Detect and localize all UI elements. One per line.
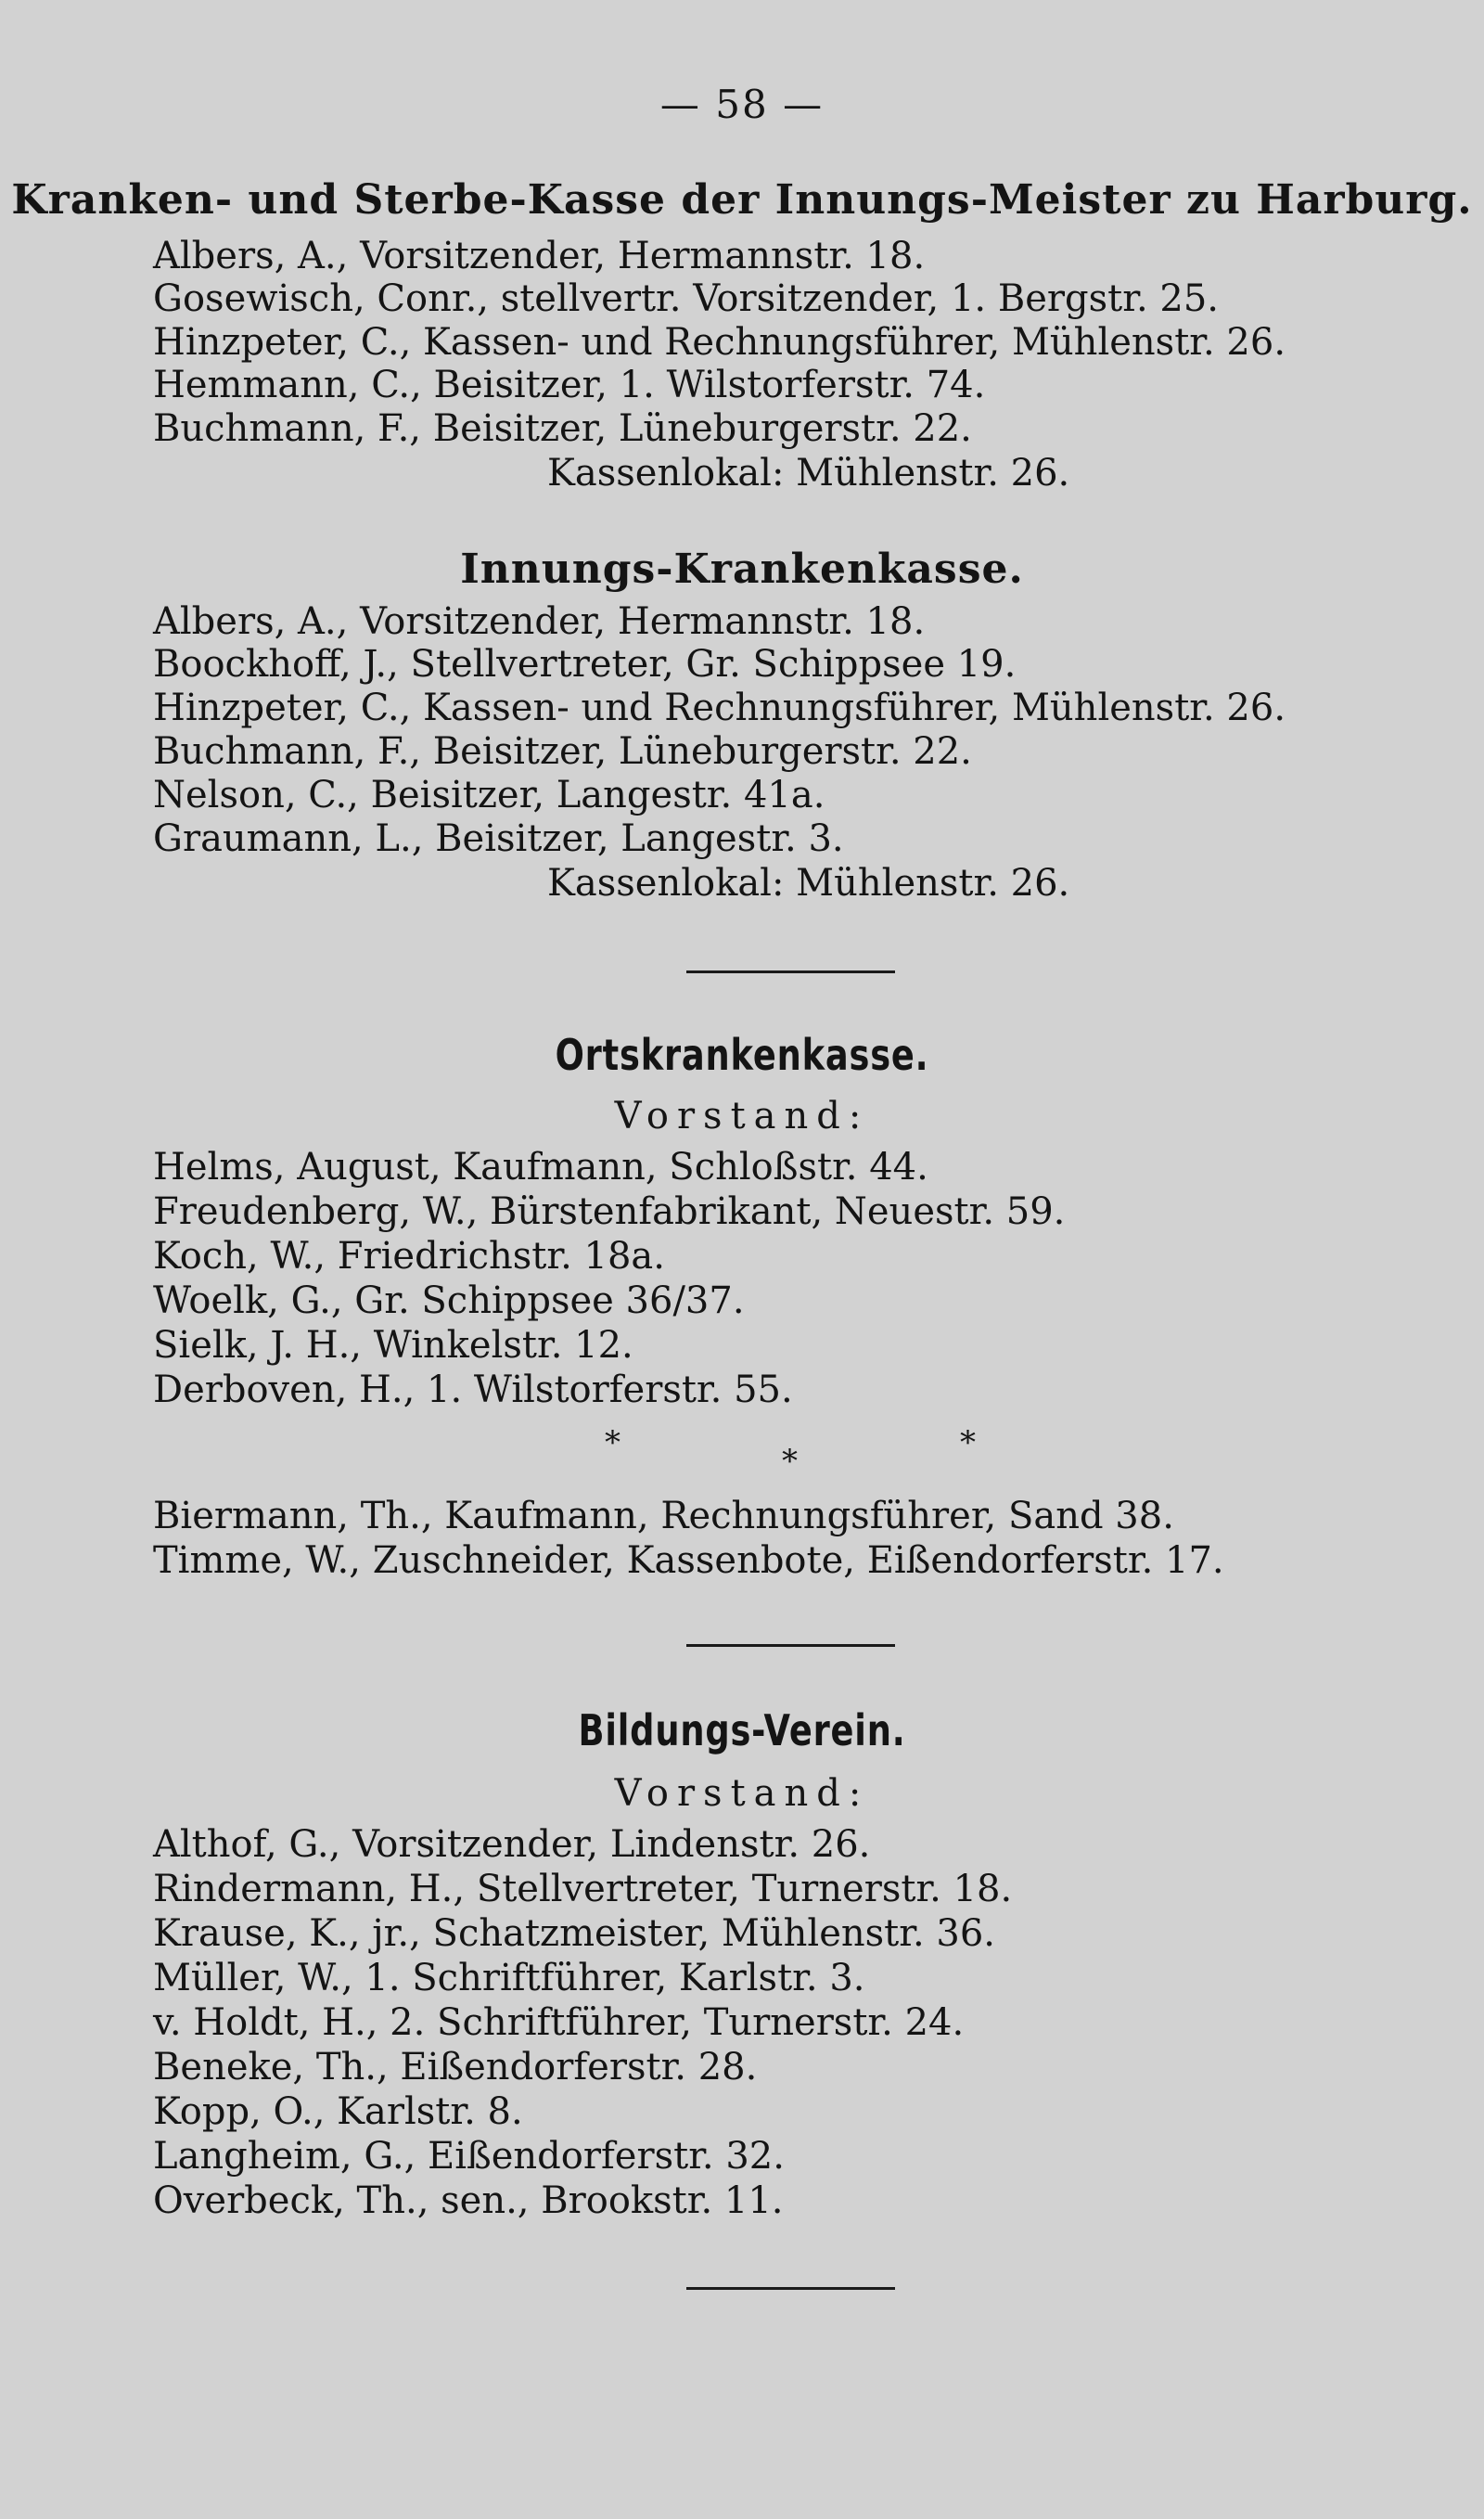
section-title-ortskrankenkasse: Ortskrankenkasse.: [555, 1030, 929, 1080]
list-item: Freudenberg, W., Bürstenfabrikant, Neuestr. 59.: [153, 1190, 1066, 1233]
list-item: Gosewisch, Conr., stellvertr. Vorsitzender, 1. Bergstr. 25.: [153, 277, 1219, 320]
list-item: Boockhoff, J., Stellvertreter, Gr. Schippsee 19.: [153, 643, 1017, 686]
list-item: Graumann, L., Beisitzer, Langestr. 3.: [153, 817, 844, 860]
list-item: Hinzpeter, C., Kassen- und Rechnungsführer, Mühlenstr. 26.: [153, 321, 1286, 364]
list-item: Helms, August, Kaufmann, Schloßstr. 44.: [153, 1146, 928, 1189]
asterisk: *: [960, 1424, 976, 1461]
list-item: Krause, K., jr., Schatzmeister, Mühlenstr. 36.: [153, 1912, 996, 1955]
list-item: Overbeck, Th., sen., Brookstr. 11.: [153, 2179, 784, 2222]
list-item: Müller, W., 1. Schriftführer, Karlstr. 3.: [153, 1957, 865, 1999]
list-item: Buchmann, F., Beisitzer, Lüneburgerstr. 22.: [153, 407, 972, 450]
section-footer-kassenlokal: Kassenlokal: Mühlenstr. 26.: [547, 862, 1070, 905]
page-number: — 58 —: [659, 82, 825, 127]
list-item: Albers, A., Vorsitzender, Hermannstr. 18.: [153, 235, 926, 277]
section-title-innungs-meister-kasse: Kranken- und Sterbe-Kasse der Innungs-Meister zu Harburg.: [11, 176, 1473, 224]
list-item: Beneke, Th., Eißendorferstr. 28.: [153, 2046, 758, 2088]
asterisk: *: [605, 1424, 620, 1461]
section-title-innungs-krankenkasse: Innungs-Krankenkasse.: [460, 546, 1024, 593]
list-item: Sielk, J. H., Winkelstr. 12.: [153, 1324, 633, 1367]
section-divider: [686, 1644, 895, 1647]
list-item: Althof, G., Vorsitzender, Lindenstr. 26.: [153, 1823, 871, 1866]
list-item: Koch, W., Friedrichstr. 18a.: [153, 1235, 665, 1278]
section-title-bildungs-verein: Bildungs-Verein.: [578, 1705, 906, 1755]
section-subtitle-vorstand: Vorstand:: [614, 1095, 870, 1137]
section-divider: [686, 970, 895, 973]
list-item: Buchmann, F., Beisitzer, Lüneburgerstr. 22.: [153, 730, 972, 773]
section-subtitle-vorstand: Vorstand:: [614, 1772, 870, 1815]
list-item: Albers, A., Vorsitzender, Hermannstr. 18.: [153, 600, 926, 643]
asterisk: *: [782, 1443, 798, 1480]
list-item: Derboven, H., 1. Wilstorferstr. 55.: [153, 1369, 793, 1411]
list-item: Timme, W., Zuschneider, Kassenbote, Eißendorferstr. 17.: [153, 1539, 1224, 1582]
list-item: Woelk, G., Gr. Schippsee 36/37.: [153, 1279, 745, 1322]
list-item: Biermann, Th., Kaufmann, Rechnungsführer, Sand 38.: [153, 1495, 1174, 1537]
section-divider: [686, 2287, 895, 2290]
list-item: Hinzpeter, C., Kassen- und Rechnungsführer, Mühlenstr. 26.: [153, 687, 1286, 729]
list-item: Rindermann, H., Stellvertreter, Turnerstr. 18.: [153, 1868, 1013, 1910]
section-footer-kassenlokal: Kassenlokal: Mühlenstr. 26.: [547, 452, 1070, 495]
asterism-separator: [0, 1424, 1484, 1480]
list-item: Kopp, O., Karlstr. 8.: [153, 2090, 523, 2133]
list-item: Hemmann, C., Beisitzer, 1. Wilstorferstr. 74.: [153, 364, 986, 406]
list-item: v. Holdt, H., 2. Schriftführer, Turnerstr. 24.: [153, 2001, 965, 2044]
list-item: Nelson, C., Beisitzer, Langestr. 41a.: [153, 774, 825, 816]
list-item: Langheim, G., Eißendorferstr. 32.: [153, 2135, 785, 2178]
